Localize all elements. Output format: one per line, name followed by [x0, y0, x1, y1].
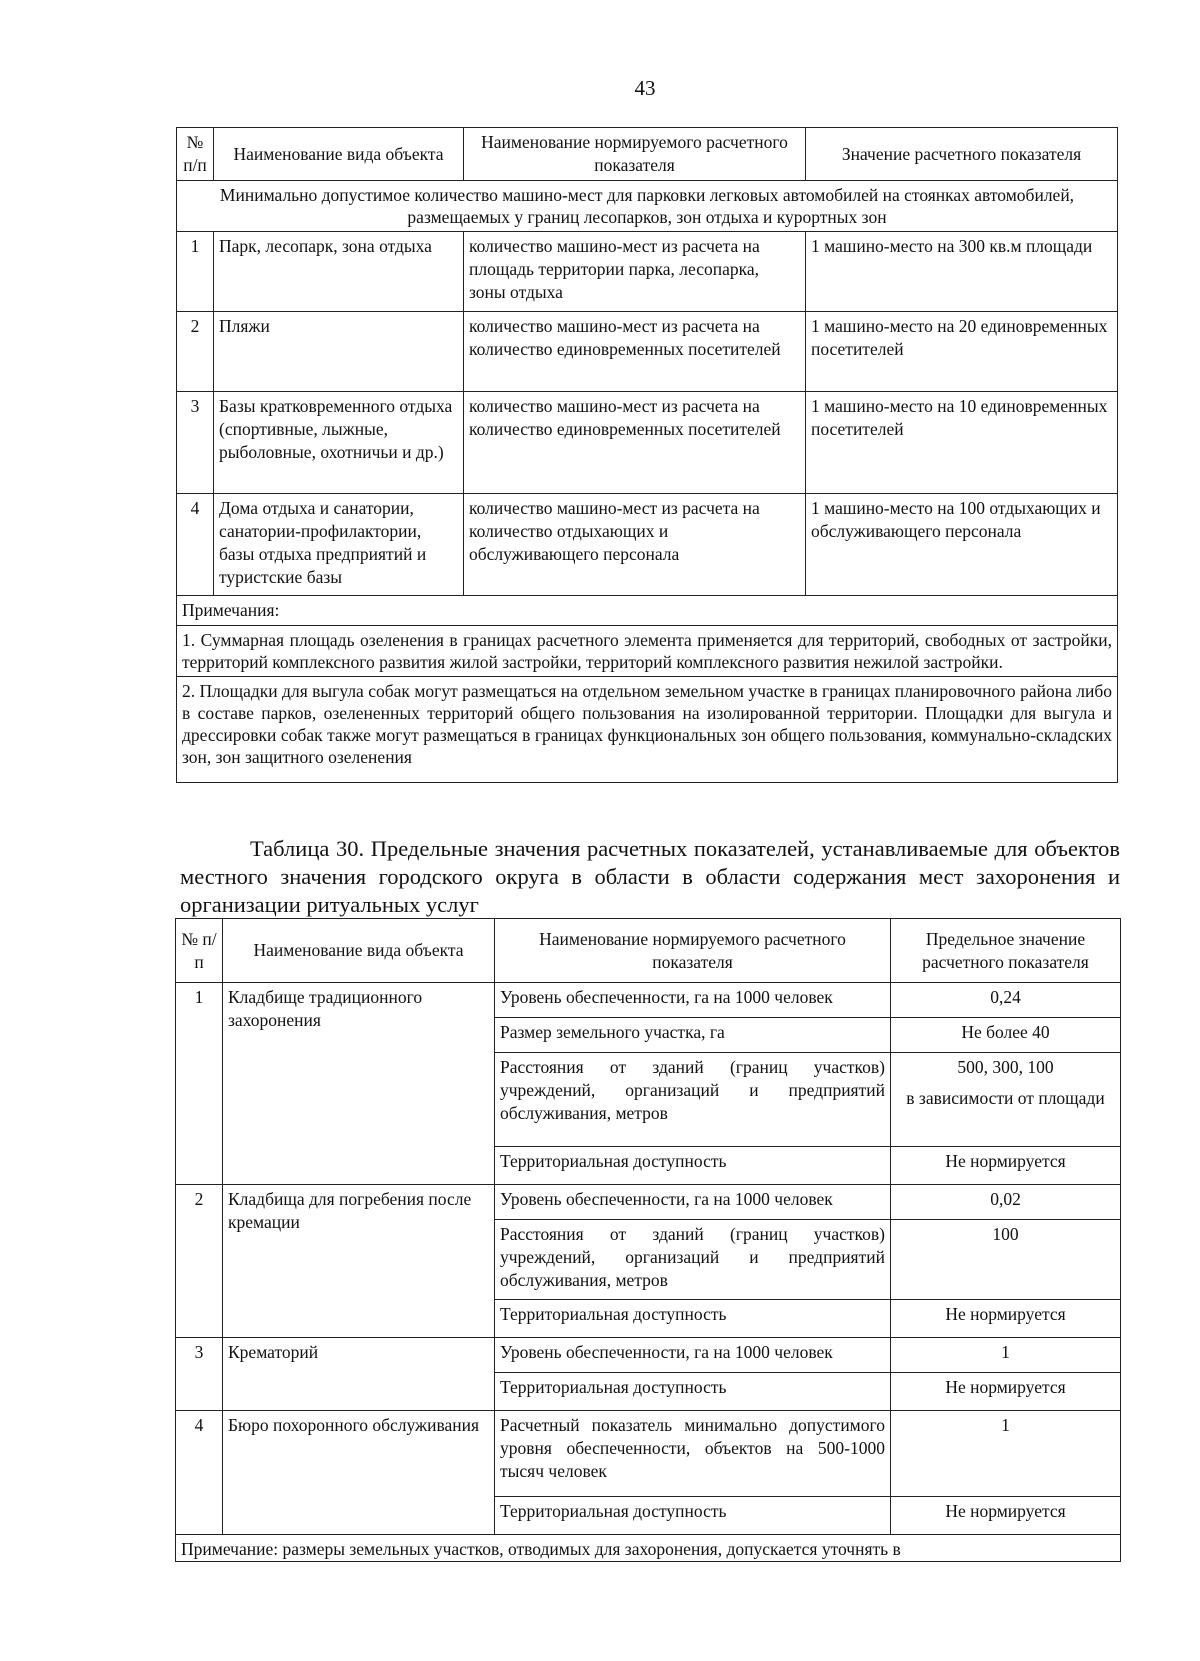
row-number: 2 [177, 312, 214, 392]
header-value: Значение расчетного показателя [806, 128, 1118, 181]
table-row [176, 983, 1121, 1018]
row-value: Не нормируется [891, 1147, 1121, 1185]
row-value: Не нормируется [891, 1373, 1121, 1411]
row-object: Крематорий [223, 1338, 495, 1411]
table-header-row [177, 128, 1118, 181]
header-object-type: Наименование вида объекта [214, 128, 464, 181]
table-note: Примечание: размеры земельных участков, отводимых для захоронения, допускается уточнять в [176, 1535, 1121, 1562]
table-row [177, 232, 1118, 312]
row-value: Не нормируется [891, 1300, 1121, 1338]
row-value: 1 [891, 1411, 1121, 1497]
table-row [176, 1411, 1121, 1497]
notes-row [177, 596, 1118, 783]
row-indicator: количество машино-мест из расчета на количество отдыхающих и обслуживающего персонала [464, 494, 806, 596]
row-value: 1 машино-место на 20 единовременных посетителей [806, 312, 1118, 392]
header-object-type: Наименование вида объекта [223, 919, 495, 983]
note-item: 2. Площадки для выгула собак могут размещаться на отдельном земельном участке в границах планировочного района либо в составе парков, озелененных территорий общего пользования на изолированной территории. Площадки для выгула и дрессировки собак также могут размещаться в границах функциональных зон общего пользования, коммунально-складских зон, зон защитного озеленения [182, 681, 1112, 767]
table-row [176, 1338, 1121, 1373]
section-row [177, 181, 1118, 232]
row-value: Не нормируется [891, 1497, 1121, 1535]
header-indicator: Наименование нормируемого расчетного показателя [495, 919, 891, 983]
table-row [177, 494, 1118, 596]
header-indicator: Наименование нормируемого расчетного показателя [464, 128, 806, 181]
row-indicator: Территориальная доступность [495, 1300, 891, 1338]
row-indicator: Уровень обеспеченности, га на 1000 человек [495, 983, 891, 1018]
notes-cell [177, 596, 1118, 783]
header-number: № п/п [177, 128, 214, 181]
row-object: Кладбище традиционного захоронения [223, 983, 495, 1185]
row-number: 4 [177, 494, 214, 596]
header-number: № п/п [176, 919, 223, 983]
row-value: Не более 40 [891, 1018, 1121, 1053]
notes-title: Примечания: [177, 596, 1117, 626]
row-indicator: Расчетный показатель минимально допустимого уровня обеспеченности, объектов на 500-1000 тысяч человек [495, 1411, 891, 1497]
header-limit-value: Предельное значение расчетного показателя [891, 919, 1121, 983]
burial-table [175, 918, 1121, 1562]
row-object: Парк, лесопарк, зона отдыха [214, 232, 464, 312]
row-object: Кладбища для погребения после кремации [223, 1185, 495, 1338]
row-indicator: Размер земельного участка, га [495, 1018, 891, 1053]
row-value-cell [891, 1053, 1121, 1147]
row-value: 500, 300, 100 [957, 1057, 1054, 1077]
row-value: 1 машино-место на 300 кв.м площади [806, 232, 1118, 312]
row-value: 0,02 [891, 1185, 1121, 1220]
row-value: 0,24 [891, 983, 1121, 1018]
row-number: 3 [177, 392, 214, 494]
row-indicator: Расстояния от зданий (границ участков) учреждений, организаций и предприятий обслуживания, метров [495, 1220, 891, 1300]
table-row [176, 1185, 1121, 1220]
note-row [176, 1535, 1121, 1562]
row-value: 100 [891, 1220, 1121, 1300]
row-number: 3 [176, 1338, 223, 1411]
table-row [177, 392, 1118, 494]
table-header-row [176, 919, 1121, 983]
row-object: Пляжи [214, 312, 464, 392]
row-value: 1 [891, 1338, 1121, 1373]
page-number: 43 [634, 76, 656, 100]
row-indicator: Территориальная доступность [495, 1497, 891, 1535]
row-indicator: Уровень обеспеченности, га на 1000 человек [495, 1185, 891, 1220]
parking-table [176, 127, 1118, 783]
row-number: 2 [176, 1185, 223, 1338]
row-number: 1 [176, 983, 223, 1185]
row-number: 4 [176, 1411, 223, 1535]
row-indicator: Расстояния от зданий (границ участков) учреждений, организаций и предприятий обслуживания, метров [495, 1053, 891, 1147]
row-object: Бюро похоронного обслуживания [223, 1411, 495, 1535]
row-value: 1 машино-место на 100 отдыхающих и обслуживающего персонала [806, 494, 1118, 596]
table-row [177, 312, 1118, 392]
row-indicator: количество машино-мест из расчета на количество единовременных посетителей [464, 312, 806, 392]
row-object: Базы кратковременного отдыха (спортивные, лыжные, рыболовные, охотничьи и др.) [214, 392, 464, 494]
row-object: Дома отдыха и санатории, санатории-профилактории, базы отдыха предприятий и туристские базы [214, 494, 464, 596]
row-number: 1 [177, 232, 214, 312]
section-title: Минимально допустимое количество машино-мест для парковки легковых автомобилей на стоянках автомобилей, размещаемых у границ лесопарков, зон отдыха и курортных зон [177, 181, 1118, 232]
row-indicator: Уровень обеспеченности, га на 1000 человек [495, 1338, 891, 1373]
row-indicator: Территориальная доступность [495, 1147, 891, 1185]
row-value-note: в зависимости от площади [906, 1088, 1105, 1108]
table-caption: Таблица 30. Предельные значения расчетных показателей, устанавливаемые для объектов местного значения городского округа в области в области содержания мест захоронения и организации ритуальных услуг [180, 836, 1120, 917]
note-item: 1. Суммарная площадь озеленения в границах расчетного элемента применяется для территорий, свободных от застройки, территорий комплексного развития жилой застройки, территорий комплексного развития нежилой застройки. [177, 626, 1117, 677]
row-value: 1 машино-место на 10 единовременных посетителей [806, 392, 1118, 494]
row-indicator: количество машино-мест из расчета на площадь территории парка, лесопарка, зоны отдыха [464, 232, 806, 312]
row-indicator: количество машино-мест из расчета на количество единовременных посетителей [464, 392, 806, 494]
row-indicator: Территориальная доступность [495, 1373, 891, 1411]
